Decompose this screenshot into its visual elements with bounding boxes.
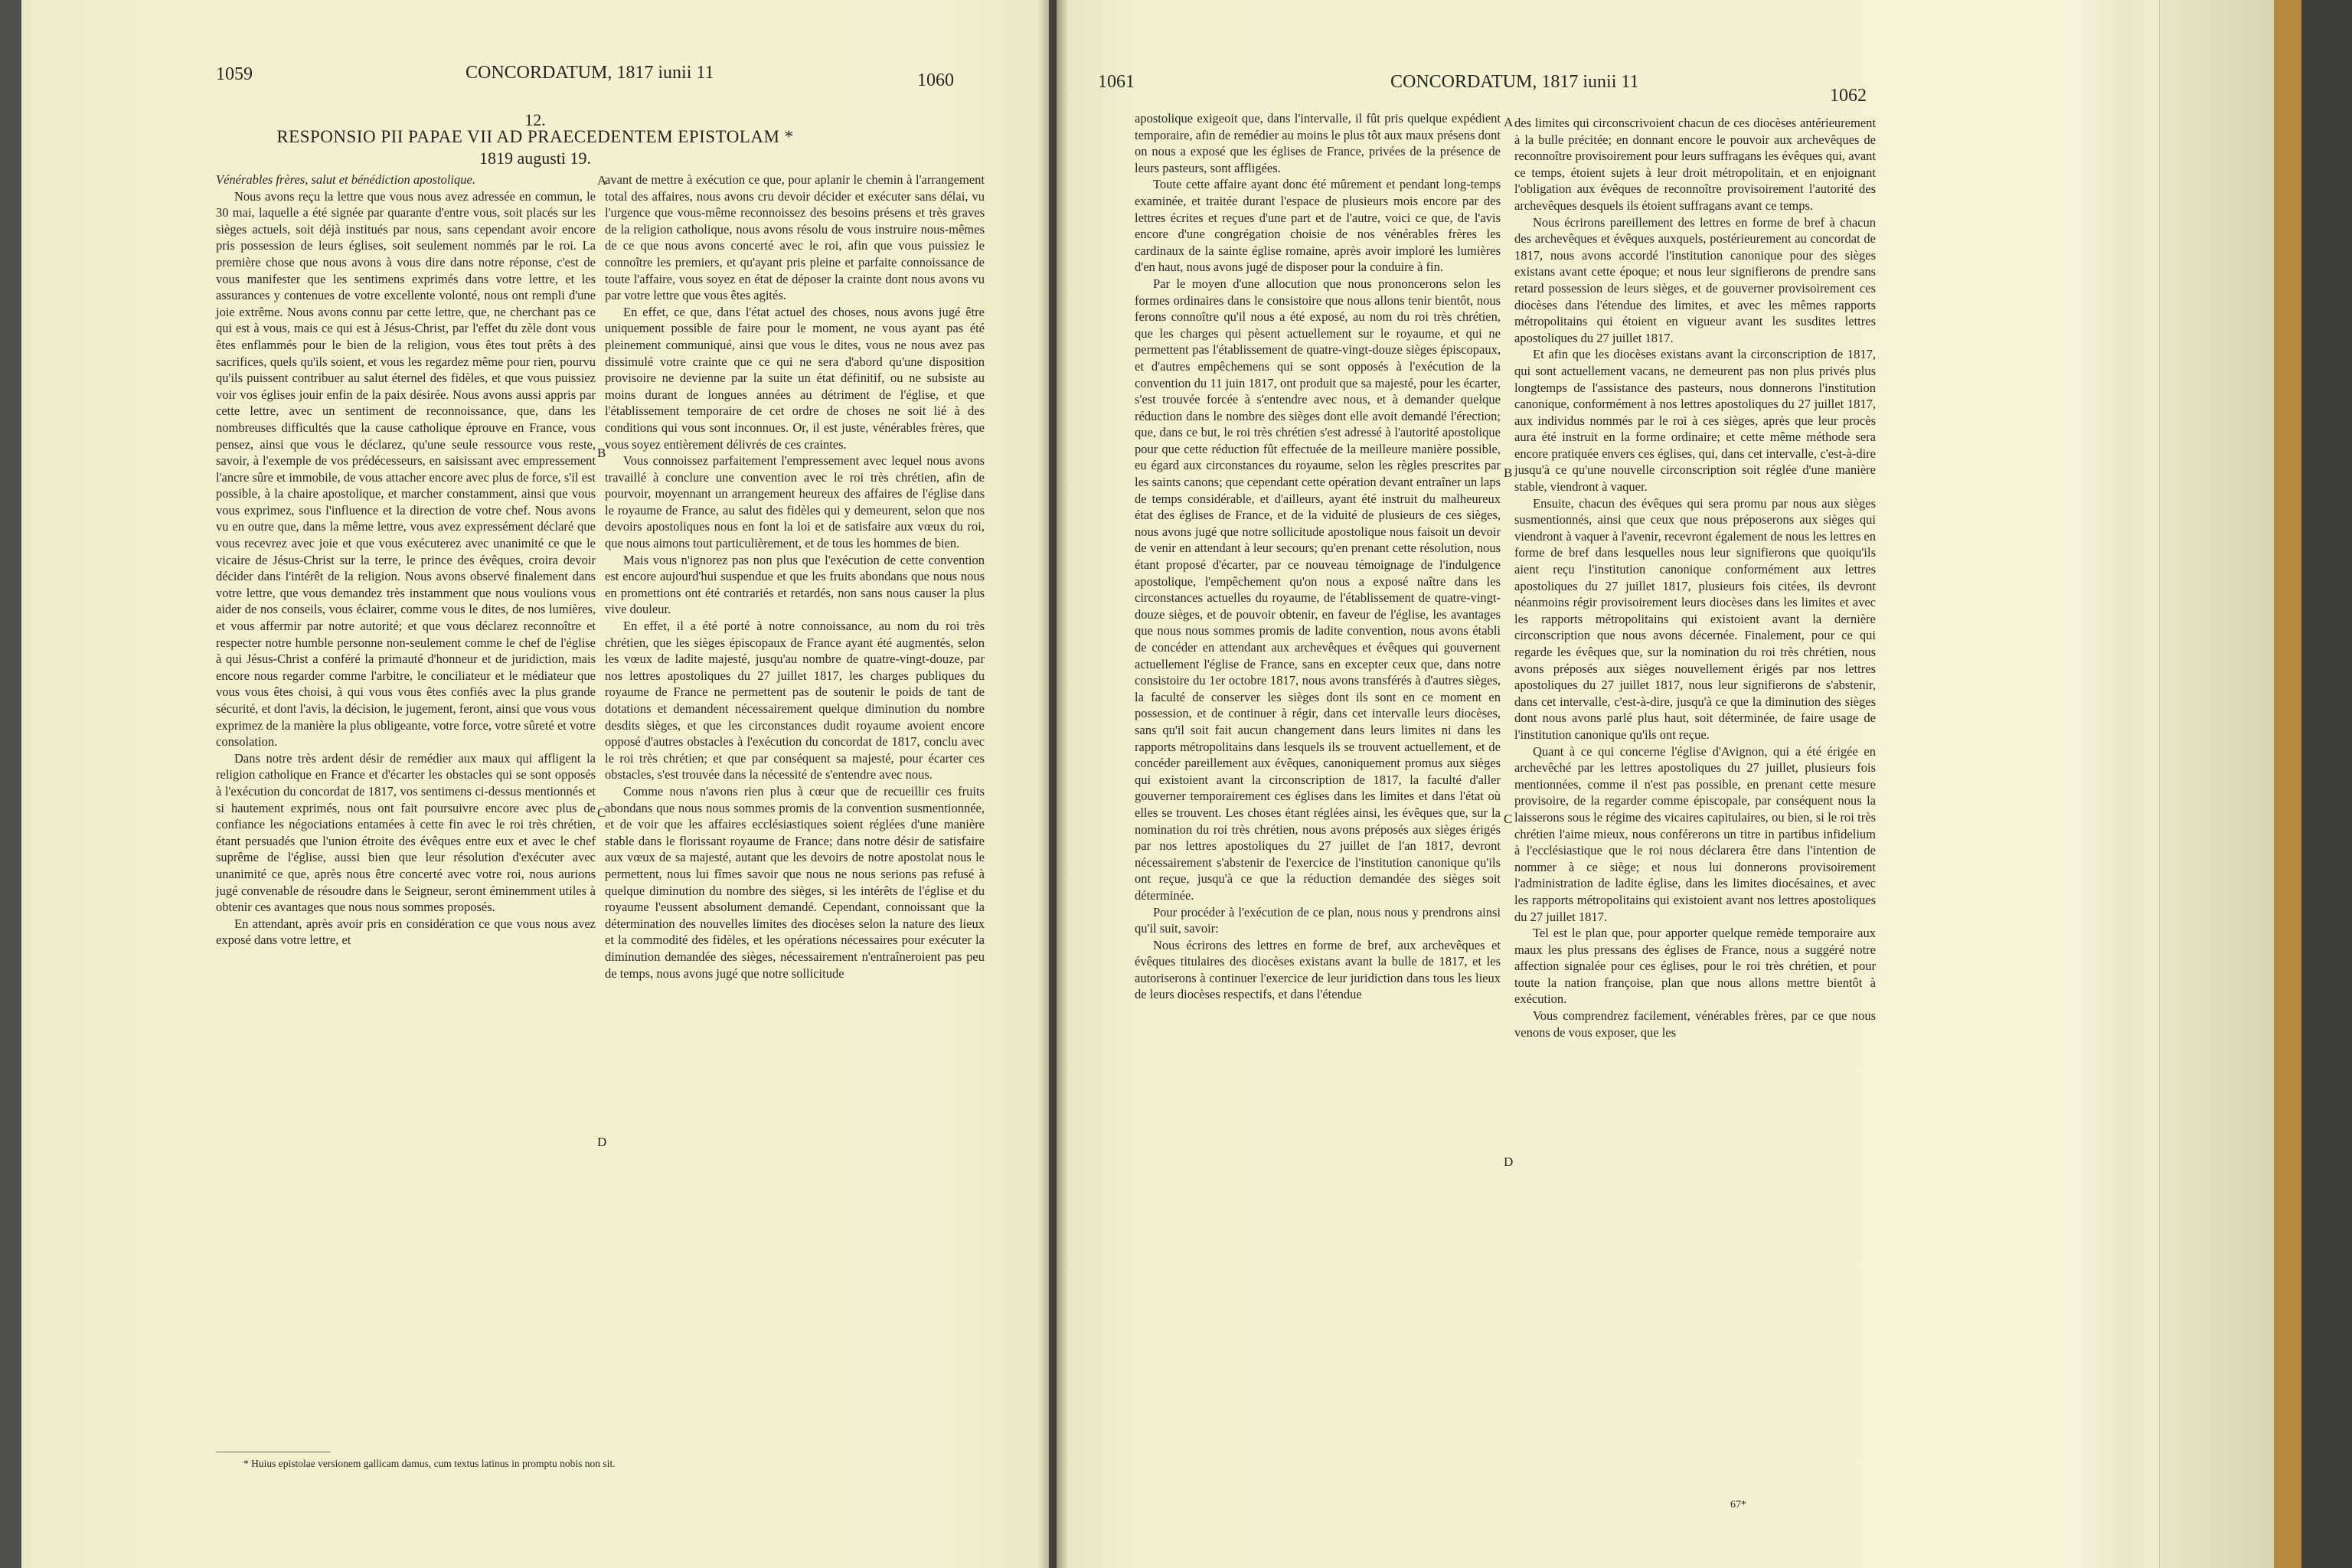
right-column-2 [1514, 115, 1876, 1040]
paragraph: Ensuite, chacun des évêques qui sera promu par nous aux sièges susmentionnés, ainsi que ceux que nous préposerons aux sièges qui viendront à vaquer à l'avenir, recevront également de nous les lettres en forme de bref dans lesquelles nous leur signifierons que quoiqu'ils aient reçu l'institution canonique conformément aux lettres apostoliques du 27 juillet 1817, plusieurs fois citées, ils devront néanmoins régir provisoirement leurs diocèses dans les limites et avec les rapports métropolitains qui existoient avant la dernière circonscription que nous avons décernée. Finalement, pour ce qui regarde les évêques que, sur la nomination du roi très chrétien, nous avons préposés aux sièges nouvellement érigés par nos lettres apostoliques du 27 juillet 1817, nous leur signifierons de s'abstenir, dans cet intervalle, c'est-à-dire, jusqu'à ce que la diminution des sièges dont nous avons parlé plus haut, soit déterminée, de faire usage de l'institution canonique qu'ils ont reçue. [1514, 495, 1876, 742]
paragraph: En effet, il a été porté à notre connoissance, au nom du roi très chrétien, que les sièges épiscopaux de France ayant été augmentés, selon les vœux de ladite majesté, jusqu'au nombre de quatre-vingt-douze, par nos lettres apostoliques du 27 juillet 1817, les charges publiques du royaume de France ne permettent pas de soutenir le poids de tant de dotations et demandent nécessairement quelque diminution du nombre desdits sièges, et que les circonstances dudit royaume avoient encore opposé d'autres obstacles à l'exécution du concordat de 1817, conclu avec le roi très chrétien; et que par conséquent sa majesté, pour écarter ces obstacles, s'est trouvée dans la nécessité de s'entendre avec nous. [605, 619, 985, 782]
right-running-title: CONCORDATUM, 1817 iunii 11 [1390, 72, 1639, 92]
paragraph: Nous avons reçu la lettre que vous nous avez adressée en commun, le 30 mai, laquelle a été signée par quarante d'entre vous, soit placés sur les sièges actuels, soit déjà institués par nous, sans cependant avoir encore pris possession de leurs églises, soit seulement nommés par le roi. La première chose que nous avons à vous dire dans notre réponse, c'est de vous manifester que les sentimens exprimés dans votre lettre, et les assurances y contenues de votre excellente volonté, nous ont rempli d'une joie extrême. Nous avons connu par cette lettre, que, ne cherchant pas ce qui est à vous, mais ce qui est à Jésus-Christ, par l'effet du zèle dont vous êtes enflammés pour le bien de la religion, vous êtes tout prêts à des sacrifices, quels qu'ils soient, et vous les regardez même pour rien, pourvu qu'ils puissent contribuer au salut éternel des fidèles, et que vous puissiez voir vos églises jouir enfin de la paix désirée. Nous avons aussi appris par cette lettre, avec un sentiment de reconnoissance, que, dans les nombreuses difficultés que la cause catholique éprouve en France, vous pensez, ainsi que vous le déclarez, qu'une seule ressource vous reste, savoir, à l'exemple de vos prédécesseurs, en saisissant avec empressement l'ancre sûre et immobile, de vous attacher encore avec plus de force, s'il est possible, à la chaire apostolique, et marcher constamment, ainsi que vous vous exprimez, sous l'influence et la direction de votre chef. Nous avons vu en outre que, dans la même lettre, vous avez expressément déclaré que vous recevrez avec joie et que vous exécuterez avec unanimité ce que le vicaire de Jésus-Christ sur la terre, le prince des évêques, croira devoir décider dans l'intérêt de la religion. Nous avons observé finalement dans votre lettre, que vous demandez très instamment que nous voulions vous aider de nos conseils, vous éclairer, comme vous le dites, de nos lumières, et vous affermir par notre autorité; et que vous déclarez reconnoître et respecter notre humble personne non-seulement comme le chef de l'église à qui Jésus-Christ a conféré la primauté d'honneur et de juridiction, mais encore nous regarder comme l'arbitre, le conciliateur et le médiateur que vous vous êtes choisi, à qui vous vous êtes confiés avec la plus grande sécurité, et dont l'avis, la décision, le jugement, feront, ainsi que vous vous exprimez de la manière la plus obligeante, votre force, votre sûreté et votre consolation. [216, 188, 596, 750]
left-column-2 [605, 172, 985, 982]
right-page-number-outer: 1062 [1830, 86, 1867, 106]
right-column-1 [1135, 110, 1501, 1003]
document-date: 1819 augusti 19. [479, 149, 592, 168]
paragraph: Mais vous n'ignorez pas non plus que l'exécution de cette convention est encore aujourd'hui suspendue et que les fruits abondans que nous nous en promettions ont été contrariés et retardés, non sans nous causer la plus vive douleur. [605, 552, 985, 617]
paragraph: Nous écrirons pareillement des lettres en forme de bref à chacun des archevêques et évêques auxquels, postérieurement au concordat de 1817, nous avons accordé l'institution canonique pour des sièges existans avant cette époque; et nous leur signifierons de prendre sans retard possession de leurs sièges, et de gouverner provisoirement ces diocèses dans l'étendue des limites, et avec les mêmes rapports métropolitains qui étoient en vigueur avant les susdites lettres apostoliques du 27 juillet 1817. [1514, 214, 1876, 345]
margin-letter-d: D [597, 1135, 607, 1149]
salutation: Vénérables frères, salut et bénédiction apostolique. [216, 172, 475, 187]
left-page-number-inner: 1060 [917, 70, 954, 90]
right-page [1057, 0, 2066, 1568]
background-edge [2301, 0, 2352, 1568]
margin-letter-b: B [1504, 466, 1513, 480]
paragraph: Tel est le plan que, pour apporter quelque remède temporaire aux maux les plus pressans des églises de France, nous a suggéré notre affection signalée pour ces églises, pour le roi très chrétien, et pour toute la nation françoise, plan que nous allons mettre bientôt à exécution. [1514, 926, 1876, 1007]
margin-letter-a: A [597, 173, 607, 188]
paragraph: Par le moyen d'une allocution que nous prononcerons selon les formes ordinaires dans le consistoire que nous allons tenir bientôt, nous ferons connoître qu'il nous a été exposé, au nom du roi très chrétien, que les charges qui pèsent actuellement sur le royaume, et qui ne permettent pas l'établissement de quatre-vingt-douze sièges épiscopaux, et d'autres empêchemens qui se sont opposés à l'exécution de la convention du 11 juin 1817, ont produit que sa majesté, pour les écarter, s'est trouvée forcée à s'entendre avec nous, et à demander quelque réduction dans le nombre des sièges dont elle avoit demandé l'érection; que, dans ce but, le roi très chrétien s'est adressé à l'autorité apostolique pour que cette réduction fût effectuée de la meilleure manière possible, eu égard aux circonstances du royaume, selon les règles prescrites par les saints canons; que cependant cette opération devant entraîner un laps de temps considérable, et d'ailleurs, ayant été instruit du malheureux état des églises de France, et de la viduité de plusieurs de ces sièges, nous avons jugé que notre sollicitude apostolique nous faisoit un devoir de venir en attendant à leur secours; qu'en prenant cette résolution, nous étant proposé d'écarter, par ce nouveau témoignage de l'indulgence apostolique, l'empêchement qu'on nous a exposé naître dans les circonstances actuelles du royaume, de l'établissement de quatre-vingt-douze sièges, et de pouvoir obtenir, en faveur de l'église, les avantages que nous nous sommes promis de ladite convention, nous avons établi de concéder en attendant aux archevêques et évêques qui gouvernent actuellement l'église de France, sans en excepter ceux que, dans notre consistoire du 1er octobre 1817, nous avons transférés à d'autres sièges, la faculté de conserver les sièges dont ils sont en ce moment en possession, et de continuer à régir, dans cet intervalle leurs diocèses, sans qu'il soit fait aucun changement dans leurs limites ni dans les rapports métropolitains dans lesquels ils se trouvent actuellement, et de concéder pareillement aux évêques, canoniquement promus aux sièges qui existoient avant la circonscription de 1817, la faculté d'aller gouverner temporairement ces églises dans les limites et dans l'état où elles se trouvent. Les choses étant réglées ainsi, les évêques que, sur la nomination du roi très chrétien, nous avons préposés aux sièges érigés par nos lettres apostoliques du 27 juillet de l'an 1817, devront nécessairement s'abstenir de l'exercice de l'institution canonique qu'ils ont reçue, jusqu'à ce que la réduction demandée des sièges soit déterminée. [1135, 276, 1501, 903]
margin-letter-c: C [597, 805, 606, 820]
paragraph: Quant à ce qui concerne l'église d'Avignon, qui a été érigée en archevêché par les lettres apostoliques du 27 juillet, plusieurs fois mentionnées, comme il n'est pas possible, en prenant cette mesure provisoire, de la regarder comme épiscopale, par conséquent nous la laisserons sous le régime des vicaires capitulaires, ou bien, si le roi très chrétien l'aime mieux, nous conférerons un titre in partibus infidelium à l'ecclésiastique que le roi nous déclarera être dans l'intention de nommer à ce siège; et nous lui donnerons provisoirement l'administration de ladite église, dans les limites diocésaines, et avec les rapports métropolitains qui existoient avant nos lettres apostoliques du 27 juillet 1817. [1514, 743, 1876, 924]
paragraph: Pour procéder à l'exécution de ce plan, nous nous y prendrons ainsi qu'il suit, savoir: [1135, 904, 1501, 936]
margin-letter-a: A [1504, 115, 1514, 129]
paragraph: Nous écrirons des lettres en forme de bref, aux archevêques et évêques titulaires des diocèses existans avant la bulle de 1817, et les autoriserons à continuer l'exercice de leur juridiction dans tous les lieux de leurs diocèses respectifs, et dans l'étendue [1135, 937, 1501, 1002]
margin-letter-c: C [1504, 812, 1513, 826]
signature-mark: 67* [1730, 1499, 1746, 1511]
paragraph: Vous connoissez parfaitement l'empressement avec lequel nous avons travaillé à conclure une convention avec le roi très chrétien, afin de pourvoir, moyennant un arrangement heureux des affaires de l'église dans le royaume de France, au salut des fidèles qui y demeurent, selon que nos devoirs apostoliques nous en font la loi et de satisfaire aux vœux du roi, que nous aimons tout particulièrement, et de tous les hommes de bien. [605, 453, 985, 551]
left-running-title: CONCORDATUM, 1817 iunii 11 [466, 63, 714, 83]
book-spine [2274, 0, 2301, 1568]
paragraph: Comme nous n'avons rien plus à cœur que de recueillir ces fruits abondans que nous nous sommes promis de la convention susmentionnée, et de voir que les affaires ecclésiastiques soient réglées d'une manière stable dans le florissant royaume de France; dans notre désir de satisfaire aux vœux de sa majesté, autant que les devoirs de notre apostolat nous le permettent, nous lui fîmes savoir que nous ne nous serions pas refusé à quelque diminution du nombre des sièges, si les intérêts de l'église et du royaume l'eussent absolument demandé. Cependant, connoissant que la détermination des nouvelles limites des diocèses selon la nature des lieux et la commodité des fidèles, et les opérations nécessaires pour exécuter la diminution demandée des sièges, nécessairement n'entraîneroient pas peu de temps, nous avons jugé que notre sollicitude [605, 783, 985, 981]
paragraph: Dans notre très ardent désir de remédier aux maux qui affligent la religion catholique en France et d'écarter les obstacles qui se sont opposés à l'exécution du concordat de 1817, vos sentimens ci-dessus mentionnés et si hautement exprimés, nous ont fait poursuivre encore avec plus de confiance les négociations entamées à cette fin avec le roi très chrétien, étant persuadés que l'union étroite des évêques entre eux et avec le chef suprême de l'église, aussi bien que leur résolution d'exécuter avec unanimité ce que, après nous être concerté avec votre roi, nous aurions jugé convenable de résoudre dans le Seigneur, seront éminemment utiles à obtenir ces avantages que nous nous sommes proposés. [216, 750, 596, 915]
left-page [21, 0, 1049, 1568]
document-title: RESPONSIO PII PAPAE VII AD PRAECEDENTEM EPISTOLAM * [276, 127, 794, 146]
paragraph: Toute cette affaire ayant donc été mûrement et pendant long-temps examinée, et traitée durant l'espace de plusieurs mois encore par des lettres écrites et reçues d'une part et de l'autre, voici ce que, de l'avis encore d'une congrégation choisie de nos vénérables frères les cardinaux de la sainte église romaine, après avoir imploré les lumières d'en haut, nous avons jugé de disposer pour la conduire à fin. [1135, 177, 1501, 275]
footnote: * Huius epistolae versionem gallicam damus, cum textus latinus in promptu nobis non sit. [243, 1458, 616, 1469]
document-number: 12. [524, 110, 546, 129]
margin-letter-d: D [1504, 1155, 1514, 1169]
paragraph: des limites qui circonscrivoient chacun de ces diocèses antérieurement à la bulle précitée; en donnant encore le pouvoir aux archevêques de reconnoître provisoirement pour leurs suffragans les évêques qui, avant ce temps, étoient sujets à leur droit métropolitain, et en enjoignant l'obligation aux évêques de reconnoître provisoirement l'autorité des archevêques desquels ils étoient suffragans avant ce temps. [1514, 116, 1876, 213]
paragraph: Et afin que les diocèses existans avant la circonscription de 1817, qui sont actuellement vacans, ne demeurent pas non plus privés plus longtemps de l'assistance des pasteurs, nous donnerons l'institution canonique, conformément à nos lettres apostoliques du 27 juillet 1817, aux individus nommés par le roi à ces sièges, après que leur procès aura été instruit en la forme ordinaire; et cette même méthode sera encore pratiquée envers ces églises, qui, dans cet intervalle, c'est-à-dire jusqu'à ce qu'une nouvelle circonscription soit réglée d'une manière stable, viendront à vaquer. [1514, 347, 1876, 495]
right-page-number-inner: 1061 [1098, 72, 1135, 92]
paragraph: En effet, ce que, dans l'état actuel des choses, nous avons jugé être uniquement possible de faire pour le moment, ne vous ayant pas été pleinement communiqué, ainsi que vous le dites, vous ne nous avez pas dissimulé votre crainte que ce qui ne sera d'abord qu'une disposition provisoire ne devienne par la suite un état définitif, ou ne subsiste au moins durant de longues années au détriment de l'église, et que l'établissement temporaire de cet ordre de choses ne soit lié à des conditions qui vous sont inconnues. Or, il est juste, vénérables frères, que vous soyez entièrement délivrés de ces craintes. [605, 304, 985, 452]
book-gutter [1038, 0, 1069, 1568]
left-column-1 [216, 172, 596, 949]
paragraph: apostolique exigeoit que, dans l'intervalle, il fût pris quelque expédient temporaire, afin de remédier au moins le plus tôt aux maux présens dont on nous a exposé que les églises de France, privées de la présence de leurs pasteurs, sont affligées. [1135, 111, 1501, 175]
book-endpaper [2159, 0, 2275, 1568]
paragraph: avant de mettre à exécution ce que, pour aplanir le chemin à l'arrangement total des affaires, nous avons cru devoir décider et exécuter sans délai, vu l'urgence que vous-même reconnoissez des besoins présens et très graves de la religion catholique, nous avons résolu de vous instruire nous-mêmes de ce que nous avons concerté avec le roi, afin que vous puissiez le connoître les premiers, et qu'ayant pris pleine et parfaite connoissance de toute l'affaire, vous soyez en état de déposer la crainte dont nous avons vu par votre lettre que vous êtes agités. [605, 172, 985, 303]
paragraph: Vous comprendrez facilement, vénérables frères, par ce que nous venons de vous exposer, que les [1514, 1008, 1876, 1040]
left-page-number-outer: 1059 [216, 64, 253, 84]
paragraph: En attendant, après avoir pris en considération ce que vous nous avez exposé dans votre lettre, et [216, 916, 596, 948]
margin-letter-b: B [597, 446, 606, 460]
